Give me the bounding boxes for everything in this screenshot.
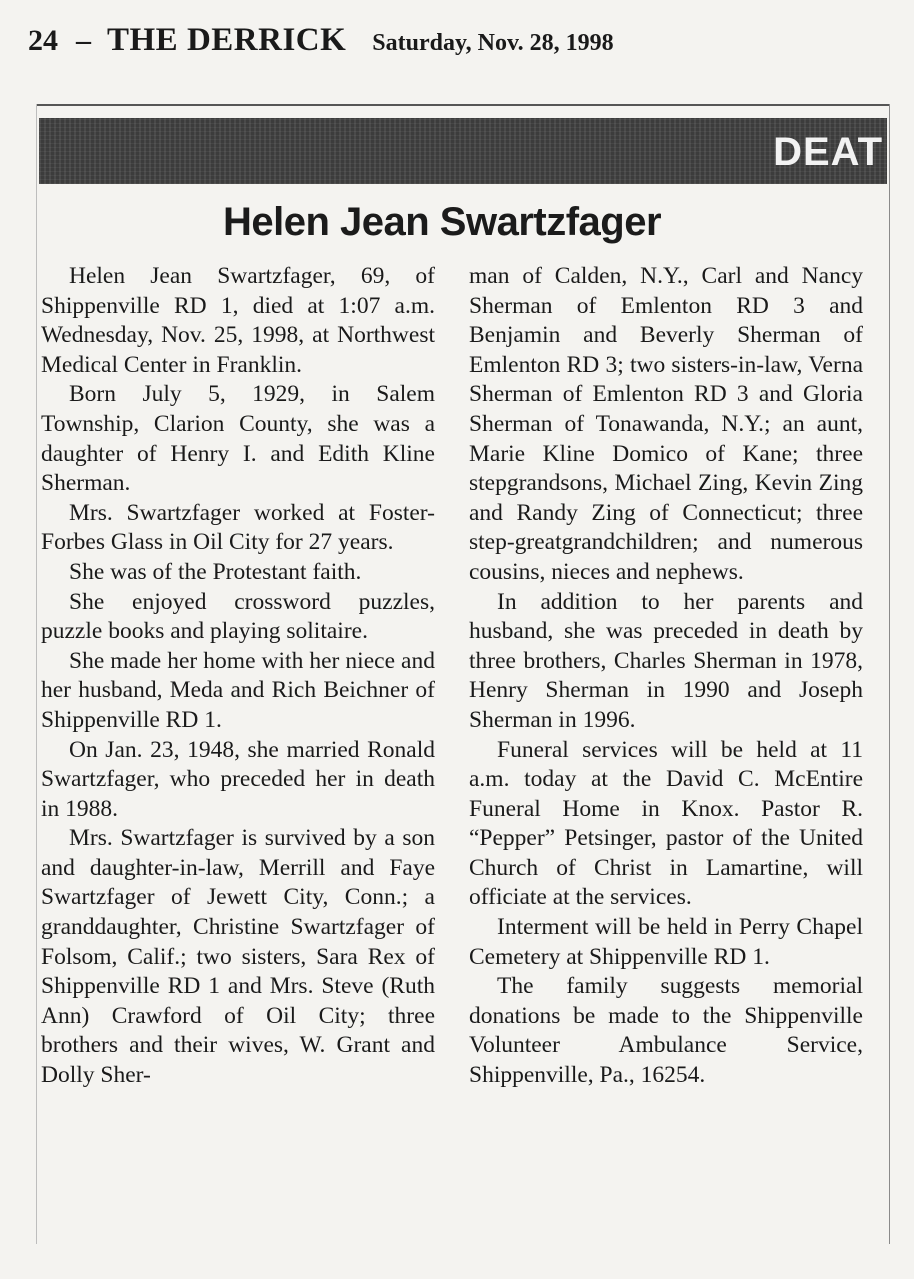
- paragraph: Helen Jean Swartzfager, 69, of Shippenville RD 1, died at 1:07 a.m. Wednesday, Nov. 25, 1998, at Northwest Medical Center in Franklin.: [41, 263, 435, 378]
- right-column: [469, 262, 863, 1091]
- paragraph: She enjoyed crossword puzzles, puzzle books and playing solitaire.: [41, 588, 435, 645]
- paragraph: Mrs. Swartzfager worked at Foster-Forbes Glass in Oil City for 27 years.: [41, 499, 435, 556]
- paragraph: Interment will be held in Perry Chapel Cemetery at Shippenville RD 1.: [469, 914, 863, 970]
- paragraph: man of Calden, N.Y., Carl and Nancy Sherman of Emlenton RD 3 and Benjamin and Beverly Sherman of Emlenton RD 3; two sisters-in-law, Verna Sherman of Emlenton RD 3 and Gloria Sherman of Tonawanda, N.Y.; an aunt, Marie Kline Domico of Kane; three stepgrandsons, Michael Zing, Kevin Zing and Randy Zing of Connecticut; three step-greatgrandchildren; and numerous cousins, nieces and nephews.: [469, 263, 863, 585]
- section-label: DEAT: [773, 130, 883, 174]
- publication-date: Saturday, Nov. 28, 1998: [372, 30, 614, 56]
- obituary-headline: Helen Jean Swartzfager: [222, 200, 662, 244]
- paragraph: The family suggests memorial donations be made to the Shippenville Volunteer Ambulance Service, Shippenville, Pa., 16254.: [469, 973, 863, 1089]
- paragraph: Mrs. Swartzfager is survived by a son and daughter-in-law, Merrill and Faye Swartzfager of Jewett City, Conn.; a granddaughter, Christine Swartzfager of Folsom, Calif.; two sisters, Sara Rex of Shippenville RD 1 and Mrs. Steve (Ruth Ann) Crawford of Oil City; three brothers and their wives, W. Grant and Dolly Sher-: [41, 825, 435, 1089]
- top-rule: [37, 104, 889, 106]
- paragraph: She was of the Protestant faith.: [69, 558, 362, 585]
- paragraph: In addition to her parents and husband, she was preceded in death by three brothers, Charles Sherman in 1978, Henry Sherman in 1990 and Joseph Sherman in 1996.: [469, 588, 863, 733]
- paragraph: On Jan. 23, 1948, she married Ronald Swartzfager, who preceded her in death in 1988.: [41, 736, 435, 822]
- obituary-clipping: [36, 104, 890, 1244]
- paragraph: Born July 5, 1929, in Salem Township, Clarion County, she was a daughter of Henry I. and Edith Kline Sherman.: [41, 381, 435, 497]
- masthead: [28, 22, 614, 72]
- page-number: 24: [28, 24, 58, 57]
- newspaper-name: THE DERRICK: [107, 22, 347, 58]
- article-body: [41, 262, 877, 1222]
- paragraph: She made her home with her niece and her husband, Meda and Rich Beichner of Shippenville RD 1.: [41, 647, 435, 733]
- left-column: [41, 262, 435, 1091]
- section-banner: [39, 118, 887, 184]
- masthead-separator: –: [76, 24, 91, 57]
- paragraph: Funeral services will be held at 11 a.m. today at the David C. McEntire Funeral Home in Knox. Pastor R. “Pepper” Petsinger, pastor of the United Church of Christ in Lamartine, will officiate at the services.: [469, 736, 863, 911]
